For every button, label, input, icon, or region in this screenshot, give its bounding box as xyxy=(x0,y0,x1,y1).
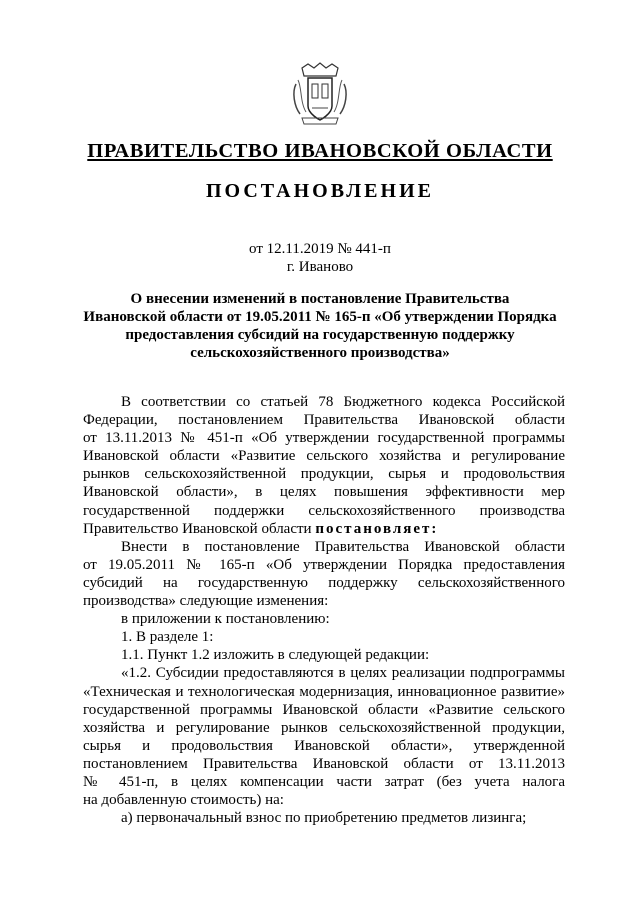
body-line: хозяйства и регулирование рынков сельскохозяйственной продукции, xyxy=(83,719,565,736)
body-line: государственной программы Ивановской области «Развитие сельского xyxy=(83,701,565,718)
body-line: на добавленную стоимость) на: xyxy=(83,792,284,809)
body-line: 1.1. Пункт 1.2 изложить в следующей редакции: xyxy=(121,647,430,664)
body-line: постановлением Правительства Ивановской области от 13.11.2013 xyxy=(83,755,565,772)
body-line: сырья и продовольствия Ивановской области», утвержденной xyxy=(83,737,565,754)
body-line: Ивановской области «Развитие сельского хозяйства и регулирование xyxy=(83,448,565,465)
body-line: а) первоначальный взнос по приобретению предметов лизинга; xyxy=(121,810,527,827)
body-line: 1. В разделе 1: xyxy=(121,629,214,646)
body-line: «1.2. Субсидии предоставляются в целях реализации подпрограммы xyxy=(121,665,565,682)
body-line: государственной поддержки сельскохозяйственного производства xyxy=(83,502,565,519)
body-line: «Техническая и технологическая модернизация, инновационное развитие» xyxy=(83,683,565,700)
body-line: Внести в постановление Правительства Ивановской области xyxy=(121,538,565,555)
body-line: рынков сельскохозяйственной продукции, сырья и продовольствия xyxy=(83,466,565,483)
body-line: В соответствии со статьей 78 Бюджетного кодекса Российской xyxy=(121,394,565,410)
body-line: Ивановской области», в целях повышения эффективности мер xyxy=(83,484,565,501)
government-title: ПРАВИТЕЛЬСТВО ИВАНОВСКОЙ ОБЛАСТИ xyxy=(87,140,553,162)
coat-of-arms-icon xyxy=(292,62,348,126)
body-line xyxy=(83,520,565,538)
subject-line: Ивановской области от 19.05.2011 № 165-п «Об утверждении Порядка xyxy=(83,309,557,325)
subject-title xyxy=(80,290,560,362)
body-line: от 19.05.2011 № 165-п «Об утверждении Порядка предоставления xyxy=(83,556,565,573)
document-body xyxy=(83,393,565,827)
date-number-line: от 12.11.2019 № 441-п xyxy=(249,241,391,257)
body-line: Федерации, постановлением Правительства Ивановской области xyxy=(83,412,565,429)
body-text: Правительство Ивановской области xyxy=(83,520,312,537)
subject-line: предоставления субсидий на государственную поддержку xyxy=(125,327,515,343)
body-line: производства» следующие изменения: xyxy=(83,593,329,610)
subject-line: О внесении изменений в постановление Правительства xyxy=(130,291,510,307)
body-line: в приложении к постановлению: xyxy=(121,611,330,628)
body-line: субсидий на государственную поддержку сельскохозяйственного xyxy=(83,574,565,591)
decree-word: постановляет: xyxy=(315,520,439,537)
document-type-title: ПОСТАНОВЛЕНИЕ xyxy=(206,180,434,202)
subject-line: сельскохозяйственного производства» xyxy=(190,345,450,361)
city-line: г. Иваново xyxy=(286,259,354,275)
body-line: от 13.11.2013 № 451-п «Об утверждении государственной программы xyxy=(83,430,565,447)
body-line: № 451-п, в целях компенсации части затрат (без учета налога xyxy=(83,773,565,790)
